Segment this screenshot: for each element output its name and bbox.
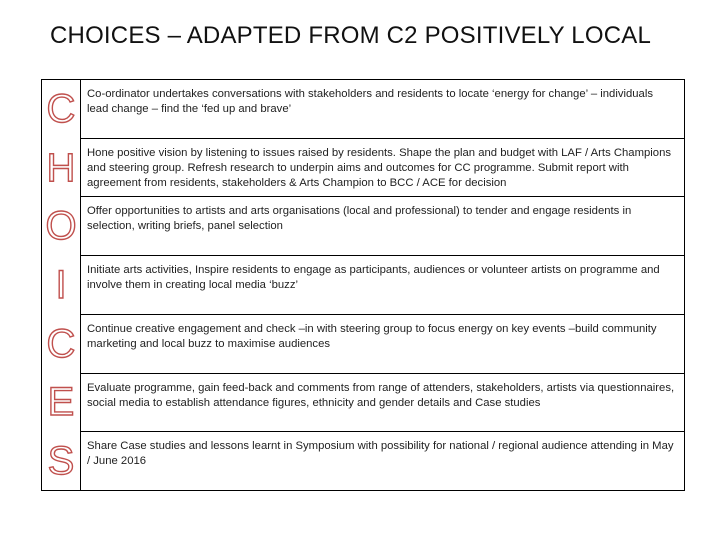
acronym-letter-i: I (55, 263, 67, 308)
acronym-letter-h: H (46, 145, 76, 190)
letter-cell (42, 256, 80, 315)
acronym-letter-c: C (46, 87, 76, 132)
row-connect: Co-ordinator undertakes conversations with stakeholders and residents to locate ‘energy for change’ – individuals lead change – find the ‘fed up and brave’ (81, 80, 684, 139)
row-hone: Hone positive vision by listening to issues raised by residents. Shape the plan and budget with LAF / Arts Champions and steering group. Refresh research to underpin aims and outcomes for CC programme. Submit report with agreement from residents, stakeholders & Arts Champion to BCC / ACE for decision (81, 139, 684, 198)
acronym-letter-e: E (47, 380, 75, 425)
acronym-letter-o: O (45, 204, 77, 249)
acronym-column (42, 80, 81, 490)
row-evaluate: Evaluate programme, gain feed-back and comments from range of attenders, stakeholders, artists via questionnaires, social media to establish attendance figures, ethnicity and gender details and Case studies (81, 374, 684, 433)
acronym-letter-c2: C (46, 321, 76, 366)
letter-cell (42, 139, 80, 198)
choices-table (41, 79, 685, 491)
letter-cell (42, 314, 80, 373)
row-offer: Offer opportunities to artists and arts organisations (local and professional) to tender and engage residents in selection, writing briefs, panel selection (81, 197, 684, 256)
row-initiate: Initiate arts activities, Inspire residents to engage as participants, audiences or volunteer artists on programme and involve them in creating local media ‘buzz’ (81, 256, 684, 315)
acronym-letter-s: S (47, 438, 75, 483)
letter-cell (42, 197, 80, 256)
page-title: CHOICES – ADAPTED FROM C2 POSITIVELY LOCAL (50, 22, 652, 49)
description-column (81, 80, 684, 490)
letter-cell (42, 80, 80, 139)
letter-cell (42, 431, 80, 490)
row-continue: Continue creative engagement and check –in with steering group to focus energy on key events –build community marketing and local buzz to maximise audiences (81, 315, 684, 374)
letter-cell (42, 373, 80, 432)
row-share: Share Case studies and lessons learnt in Symposium with possibility for national / regional audience attending in May / June 2016 (87, 440, 674, 468)
